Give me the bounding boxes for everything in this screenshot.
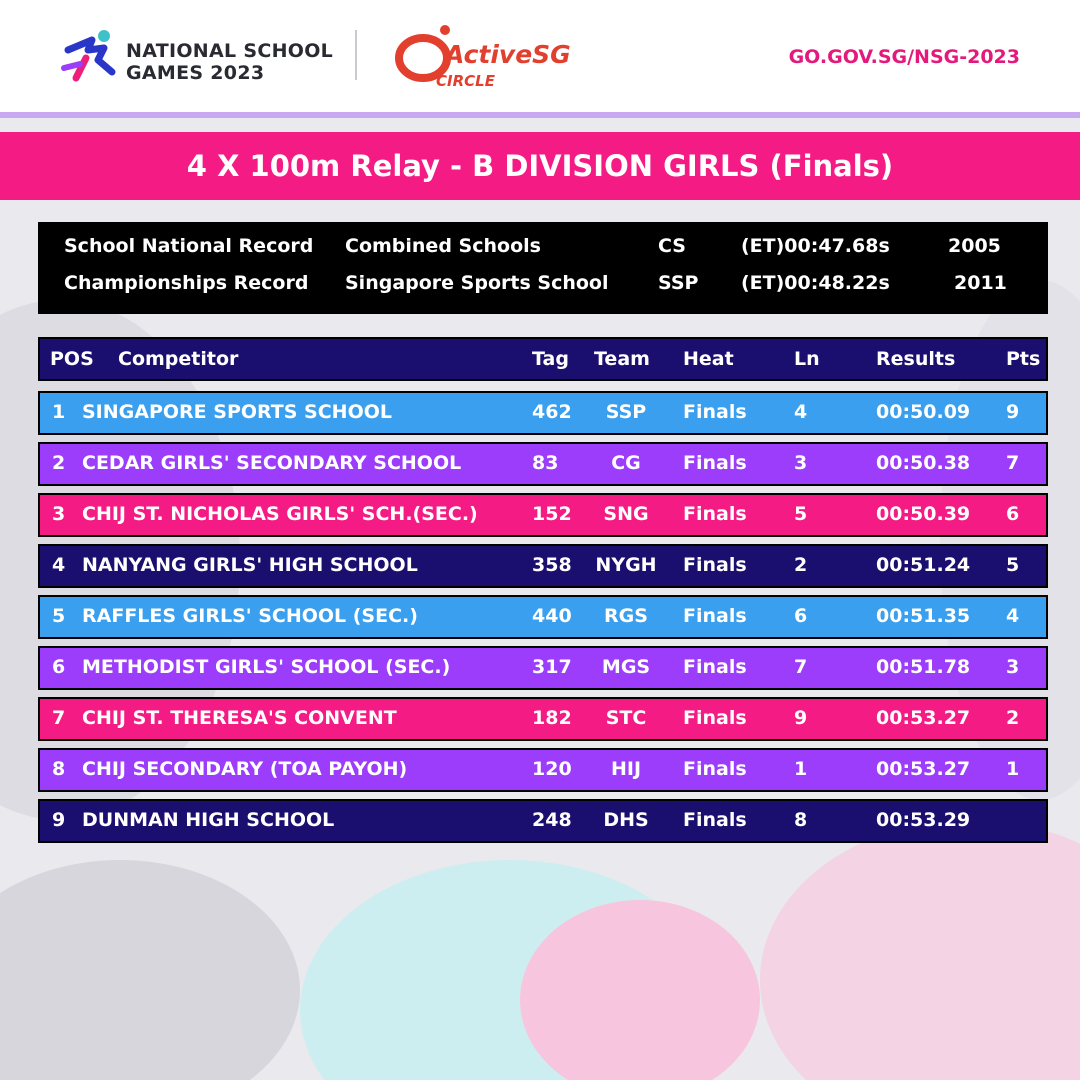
row-results: 00:51.35	[876, 605, 971, 627]
row-pts: 1	[1006, 758, 1020, 780]
row-pts: 5	[1006, 554, 1020, 576]
table-row	[38, 595, 1048, 639]
record-row-championship	[38, 272, 1048, 302]
header-divider	[355, 30, 357, 80]
row-heat: Finals	[683, 452, 747, 474]
row-competitor: CHIJ ST. NICHOLAS GIRLS' SCH.(SEC.)	[82, 503, 478, 525]
row-pos: 4	[52, 554, 66, 576]
page-title: 4 X 100m Relay - B DIVISION GIRLS (Finals)	[0, 132, 1080, 200]
header-ln: Ln	[794, 348, 820, 370]
record-name: Championships Record	[64, 272, 309, 294]
row-tag: 462	[532, 401, 572, 423]
row-tag: 358	[532, 554, 572, 576]
row-results: 00:50.38	[876, 452, 971, 474]
row-competitor: NANYANG GIRLS' HIGH SCHOOL	[82, 554, 418, 576]
nsg-line1: NATIONAL SCHOOL	[126, 40, 334, 62]
header-heat: Heat	[683, 348, 734, 370]
row-tag: 248	[532, 809, 572, 831]
row-tag: 120	[532, 758, 572, 780]
row-results: 00:53.27	[876, 707, 971, 729]
row-heat: Finals	[683, 605, 747, 627]
row-ln: 9	[794, 707, 808, 729]
row-pts: 7	[1006, 452, 1020, 474]
table-row	[38, 544, 1048, 588]
row-pos: 8	[52, 758, 66, 780]
row-heat: Finals	[683, 401, 747, 423]
record-time: (ET)00:47.68s	[741, 235, 890, 257]
row-ln: 6	[794, 605, 808, 627]
nsg-line2: GAMES 2023	[126, 62, 265, 84]
table-row	[38, 391, 1048, 435]
row-ln: 7	[794, 656, 808, 678]
activesg-name: ActiveSG	[445, 40, 571, 69]
records-panel	[38, 222, 1048, 314]
row-pos: 6	[52, 656, 66, 678]
nsg-logo-text	[126, 40, 333, 84]
row-results: 00:51.78	[876, 656, 971, 678]
row-heat: Finals	[683, 554, 747, 576]
row-pts: 9	[1006, 401, 1020, 423]
row-team: RGS	[604, 605, 648, 627]
header-pts: Pts	[1006, 348, 1041, 370]
row-tag: 152	[532, 503, 572, 525]
row-tag: 440	[532, 605, 572, 627]
website-link[interactable]: GO.GOV.SG/NSG-2023	[788, 46, 1020, 68]
row-results: 00:53.29	[876, 809, 971, 831]
header-accent-line	[0, 112, 1080, 118]
header-bar	[0, 0, 1080, 118]
table-row	[38, 646, 1048, 690]
row-pos: 2	[52, 452, 66, 474]
row-competitor: METHODIST GIRLS' SCHOOL (SEC.)	[82, 656, 451, 678]
record-year: 2011	[954, 272, 1007, 294]
row-competitor: SINGAPORE SPORTS SCHOOL	[82, 401, 392, 423]
nsg-logo-icon	[58, 28, 122, 84]
record-code: SSP	[658, 272, 699, 294]
row-team: NYGH	[595, 554, 657, 576]
row-heat: Finals	[683, 758, 747, 780]
row-competitor: CHIJ ST. THERESA'S CONVENT	[82, 707, 397, 729]
row-pos: 9	[52, 809, 66, 831]
row-results: 00:50.39	[876, 503, 971, 525]
row-pts: 3	[1006, 656, 1020, 678]
row-competitor: CEDAR GIRLS' SECONDARY SCHOOL	[82, 452, 462, 474]
row-results: 00:51.24	[876, 554, 971, 576]
header-competitor: Competitor	[118, 348, 239, 370]
table-row	[38, 799, 1048, 843]
row-heat: Finals	[683, 656, 747, 678]
header-pos: POS	[50, 348, 94, 370]
record-name: School National Record	[64, 235, 314, 257]
row-pts: 2	[1006, 707, 1020, 729]
row-heat: Finals	[683, 503, 747, 525]
row-pos: 7	[52, 707, 66, 729]
row-team: SNG	[603, 503, 649, 525]
row-ln: 8	[794, 809, 808, 831]
row-heat: Finals	[683, 707, 747, 729]
row-ln: 4	[794, 401, 808, 423]
row-team: STC	[605, 707, 647, 729]
row-ln: 5	[794, 503, 808, 525]
row-pts: 4	[1006, 605, 1020, 627]
row-pts: 6	[1006, 503, 1020, 525]
results-table-header	[38, 337, 1048, 381]
row-team: MGS	[601, 656, 651, 678]
record-holder: Combined Schools	[345, 235, 541, 257]
table-row	[38, 493, 1048, 537]
row-heat: Finals	[683, 809, 747, 831]
row-ln: 3	[794, 452, 808, 474]
table-row	[38, 697, 1048, 741]
row-tag: 83	[532, 452, 559, 474]
row-ln: 2	[794, 554, 808, 576]
row-tag: 182	[532, 707, 572, 729]
table-row	[38, 442, 1048, 486]
row-results: 00:50.09	[876, 401, 971, 423]
row-competitor: DUNMAN HIGH SCHOOL	[82, 809, 335, 831]
record-row-national	[38, 235, 1048, 265]
row-team: SSP	[605, 401, 647, 423]
row-competitor: RAFFLES GIRLS' SCHOOL (SEC.)	[82, 605, 418, 627]
header-results: Results	[876, 348, 956, 370]
row-tag: 317	[532, 656, 572, 678]
row-ln: 1	[794, 758, 808, 780]
record-time: (ET)00:48.22s	[741, 272, 890, 294]
row-team: HIJ	[610, 758, 642, 780]
header-team: Team	[594, 348, 650, 370]
header-tag: Tag	[532, 348, 569, 370]
record-code: CS	[658, 235, 686, 257]
record-year: 2005	[948, 235, 1001, 257]
row-pos: 5	[52, 605, 66, 627]
row-competitor: CHIJ SECONDARY (TOA PAYOH)	[82, 758, 408, 780]
table-row	[38, 748, 1048, 792]
row-results: 00:53.27	[876, 758, 971, 780]
activesg-subtitle: CIRCLE	[436, 72, 495, 90]
row-pos: 3	[52, 503, 66, 525]
row-team: DHS	[603, 809, 649, 831]
row-team: CG	[611, 452, 641, 474]
row-pos: 1	[52, 401, 66, 423]
record-holder: Singapore Sports School	[345, 272, 609, 294]
